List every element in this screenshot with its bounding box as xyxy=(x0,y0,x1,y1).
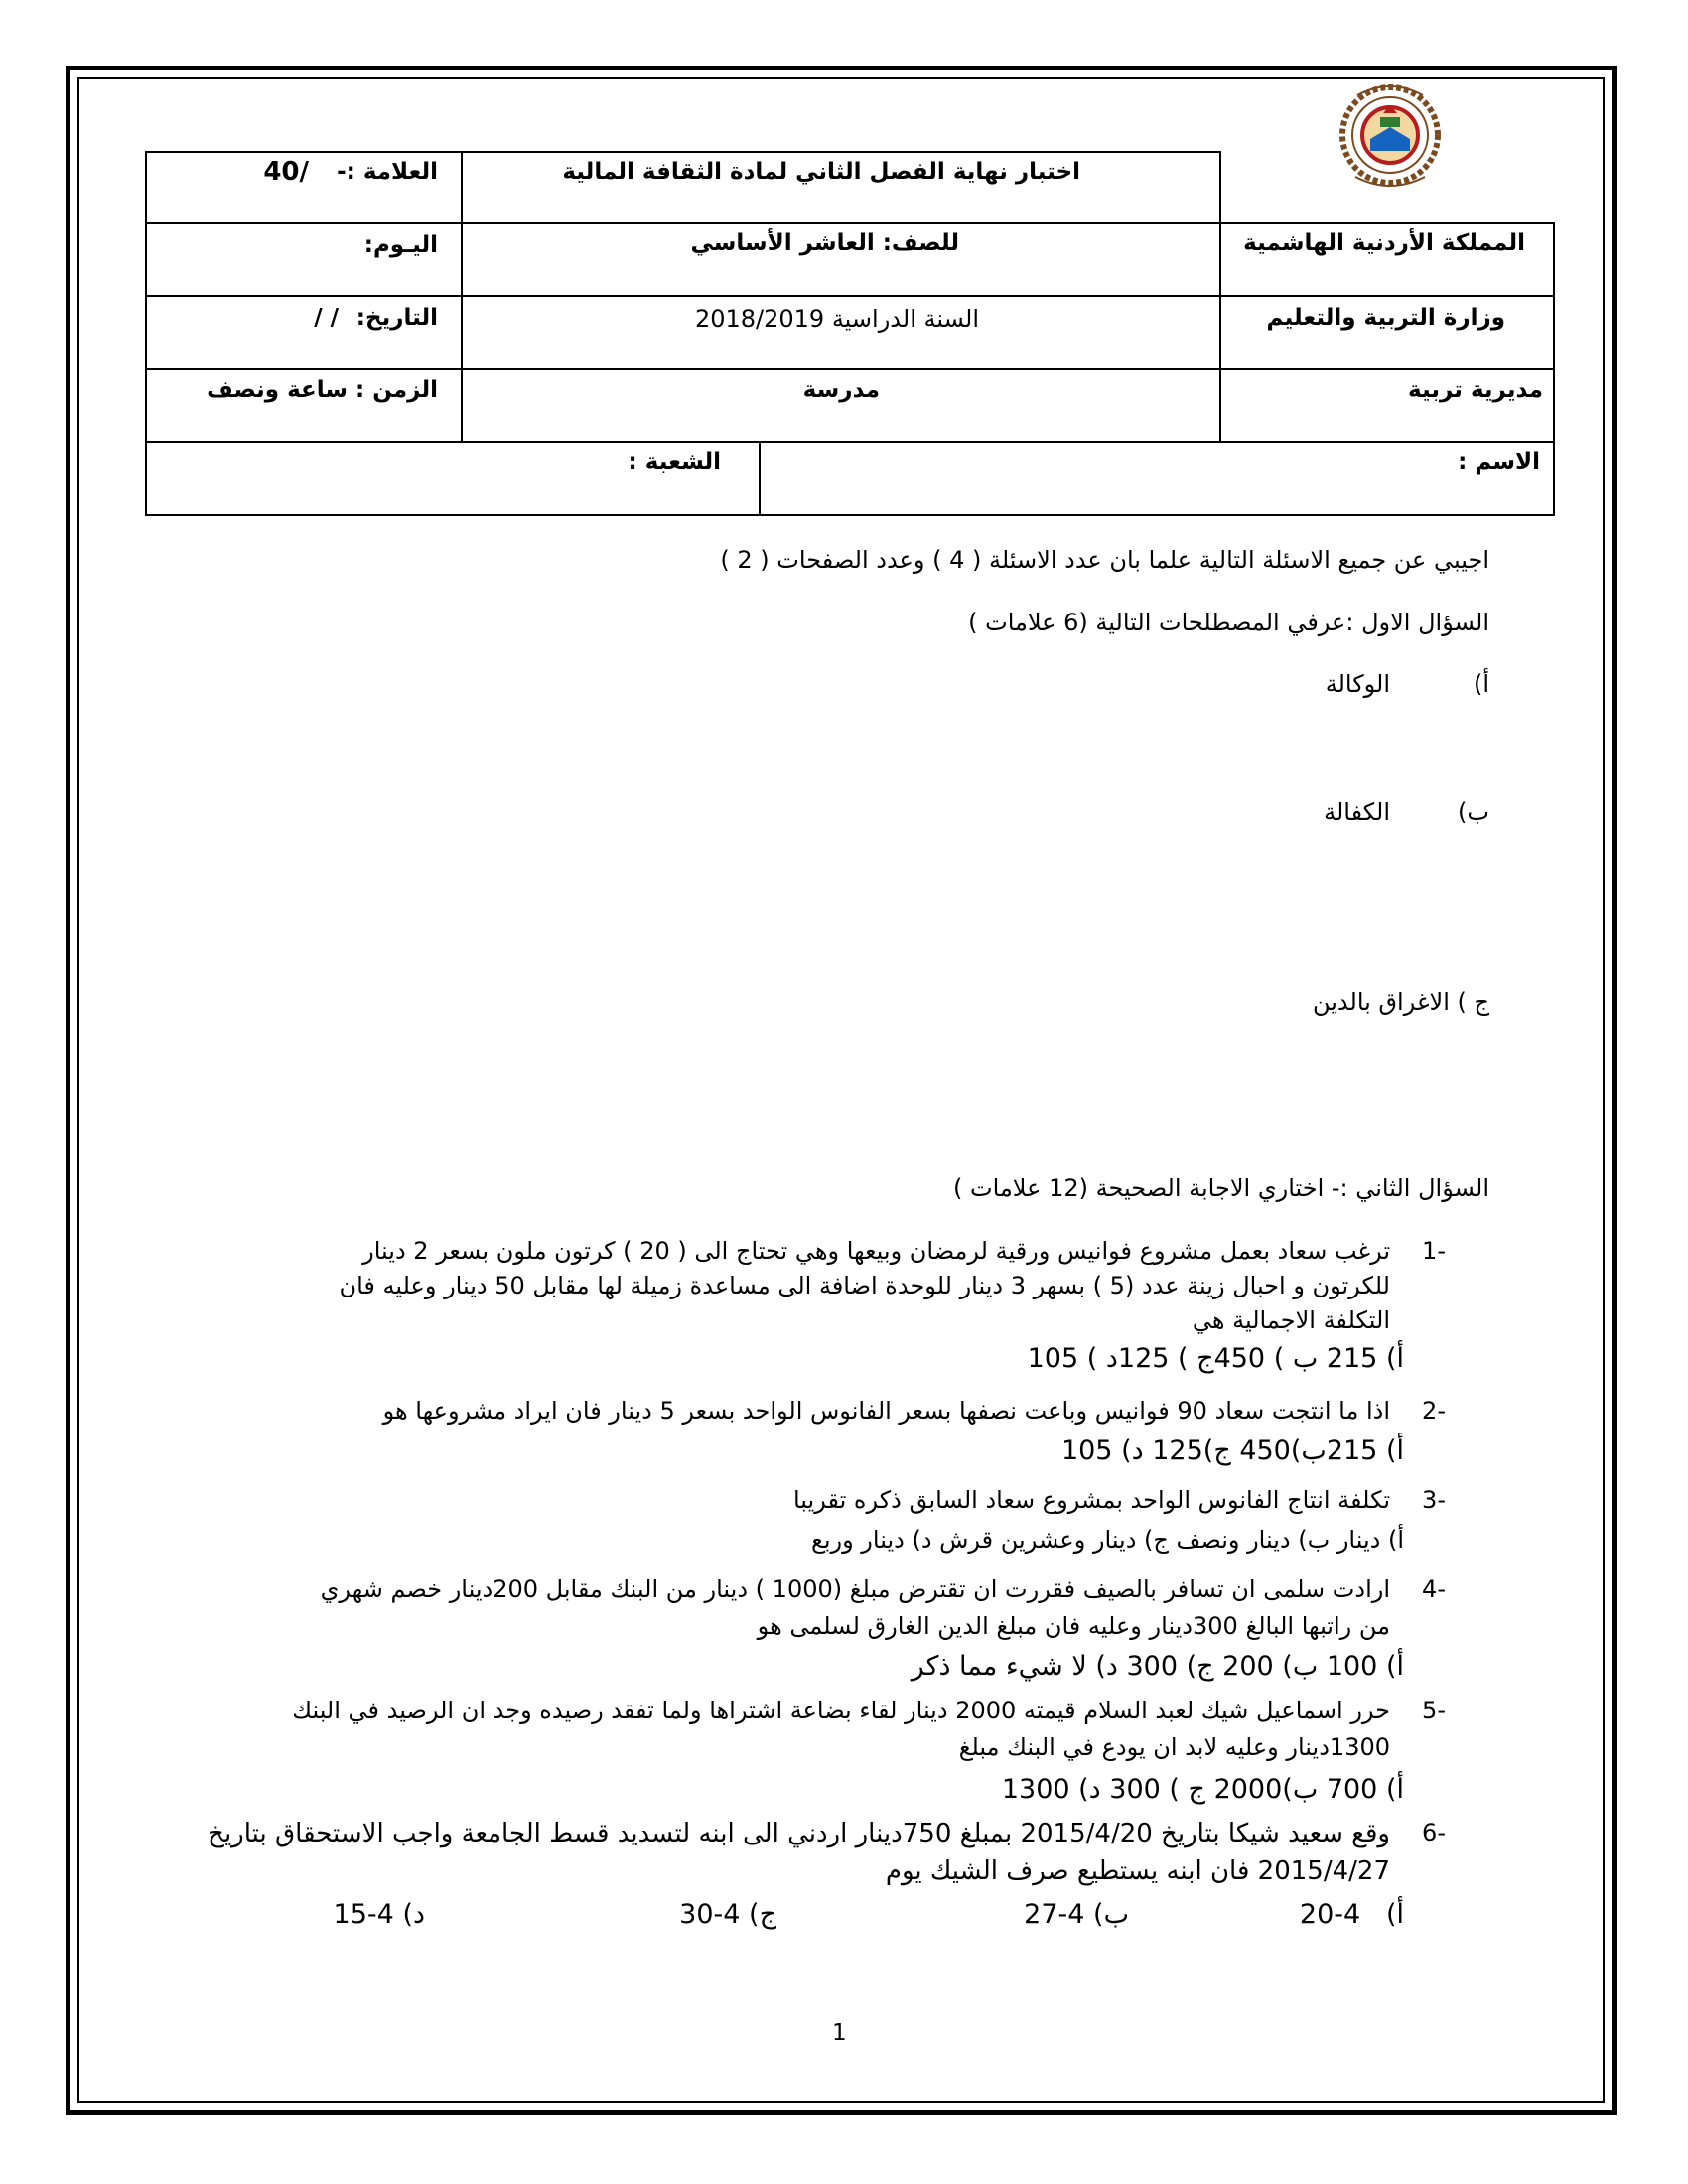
time-label: الزمن : ساعة ونصف xyxy=(207,377,438,403)
date-label: التاريخ: xyxy=(355,305,438,331)
q2-title: السؤال الثاني :- اختاري الاجابة الصحيحة (12 علامات ) xyxy=(953,1174,1489,1202)
q2-item6-option-c-value: 4-30 xyxy=(679,1899,741,1930)
page-number: 1 xyxy=(832,2020,847,2046)
q1-item-c xyxy=(1313,988,1489,1017)
q2-item1-line1: ترغب سعاد بعمل مشروع فوانيس ورقية لرمضان وبيعها وهي تحتاج الى ( 20 ) كرتون ملون بسعر 2 دينار xyxy=(362,1237,1390,1265)
q1-item-a-text: الوكالة xyxy=(1325,670,1390,698)
q1-item-a-marker: أ) xyxy=(1473,670,1489,698)
q2-item6-option-b xyxy=(1024,1899,1129,1931)
q2-item6-line2: 2015/4/27 فان ابنه يستطيع صرف الشيك يوم xyxy=(885,1856,1390,1886)
day-label: اليـوم: xyxy=(363,232,438,258)
q2-item6-line1: وقع سعيد شيكا بتاريخ 2015/4/20 بمبلغ 750دينار اردني الى ابنه لتسديد قسط الجامعة واجب الاستحقاق بتاريخ xyxy=(208,1819,1390,1848)
q2-item5-number: -5 xyxy=(1422,1697,1446,1724)
q2-item6-option-d xyxy=(334,1899,425,1931)
q2-item4-number: -4 xyxy=(1422,1575,1446,1603)
header-table xyxy=(145,151,1555,516)
q2-item1-number: -1 xyxy=(1422,1237,1446,1265)
q2-item5-line1: حرر اسماعيل شيك لعبد السلام قيمته 2000 دينار لقاء بضاعة اشتراها ولما تفقد رصيده وجد ان الرصيد في البنك xyxy=(292,1697,1390,1724)
q1-title: السؤال الاول :عرفي المصطلحات التالية (6 علامات ) xyxy=(968,609,1489,636)
q2-item3-options: أ) دينار ب) دينار ونصف ج) دينار وعشرين قرش د) دينار وربع xyxy=(811,1526,1404,1554)
student-name-label: الاسم : xyxy=(1458,449,1540,475)
school-label: مدرسة xyxy=(802,377,880,403)
q2-item6-option-b-value: 4-27 xyxy=(1024,1899,1085,1930)
exam-title: اختبار نهاية الفصل الثاني لمادة الثقافة المالية xyxy=(562,159,1080,185)
q2-item3-line1: تكلفة انتاج الفانوس الواحد بمشروع سعاد السابق ذكره تقريبا xyxy=(792,1486,1390,1514)
q2-item2-options: أ) 215ب)450 ج)125 د) 105 xyxy=(1060,1435,1404,1466)
q2-item6-option-b-label: ب) xyxy=(1093,1899,1129,1930)
q2-item2-line1: اذا ما انتجت سعاد 90 فوانيس وباعت نصفها بسعر الفانوس الواحد بسعر 5 دينار فان ايراد مشروعها هو xyxy=(382,1397,1390,1425)
q2-item5-options: أ) 700 ب)2000 ج ) 300 د) 1300 xyxy=(1001,1774,1404,1805)
date-value: / / xyxy=(314,305,339,331)
q2-item6-option-d-value: 4-15 xyxy=(333,1899,394,1930)
school-year: السنة الدراسية 2018/2019 xyxy=(694,305,979,333)
grade-label: للصف: العاشر الأساسي xyxy=(690,230,959,256)
q2-item4-line1: ارادت سلمى ان تسافر بالصيف فقررت ان تقترض مبلغ (1000 ) دينار من البنك مقابل 200دينار خصم شهري xyxy=(320,1575,1390,1603)
section-label: الشعبة : xyxy=(628,449,721,475)
q2-item6-option-a-value: 4-20 xyxy=(1299,1899,1361,1930)
q1-item-b-text: الكفالة xyxy=(1324,798,1390,826)
q2-item5-line2: 1300دينار وعليه لابد ان يودع في البنك مبلغ xyxy=(958,1733,1390,1761)
q2-item1-options: أ) 215 ب ) 450ج ) 125د ) 105 xyxy=(1027,1343,1404,1374)
q2-item1-line2: للكرتون و احبال زينة عدد (5 ) بسهر 3 دينار للوحدة اضافة الى مساعدة زميلة لها مقابل 50 دينار وعليه فان xyxy=(339,1272,1390,1299)
q2-item4-line2: من راتبها البالغ 300دينار وعليه فان مبلغ الدين الغارق لسلمى هو xyxy=(757,1612,1390,1640)
q1-item-c-marker: ج ) xyxy=(1457,988,1489,1016)
q2-item1-line3: التكلفة الاجمالية هي xyxy=(1192,1306,1390,1334)
q2-item6-option-c-label: ج) xyxy=(749,1899,776,1930)
q2-item2-number: -2 xyxy=(1422,1397,1446,1425)
q2-item6-option-c xyxy=(679,1899,776,1931)
q2-item6-option-d-label: د) xyxy=(402,1899,425,1930)
ministry-name: وزارة التربية والتعليم xyxy=(1266,305,1505,331)
q1-item-c-text: الاغراق بالدين xyxy=(1312,988,1450,1016)
q2-item4-options: أ) 100 ب) 200 ج) 300 د) لا شيء مما ذكر xyxy=(911,1651,1404,1682)
q1-item-b-marker: ب) xyxy=(1458,798,1489,826)
directorate-label: مديرية تربية xyxy=(1408,377,1543,403)
q2-item6-option-a-label: أ) xyxy=(1385,1899,1404,1930)
score-value: 40/ xyxy=(263,157,309,187)
score-label: العلامة :- xyxy=(337,159,438,185)
instructions: اجيبي عن جميع الاسئلة التالية علما بان عدد الاسئلة ( 4 ) وعدد الصفحات ( 2 ) xyxy=(720,546,1489,574)
q2-item6-option-a xyxy=(1300,1899,1404,1931)
q2-item3-number: -3 xyxy=(1422,1486,1446,1514)
q2-item6-number: -6 xyxy=(1422,1819,1446,1846)
country-name: المملكة الأردنية الهاشمية xyxy=(1243,230,1525,256)
